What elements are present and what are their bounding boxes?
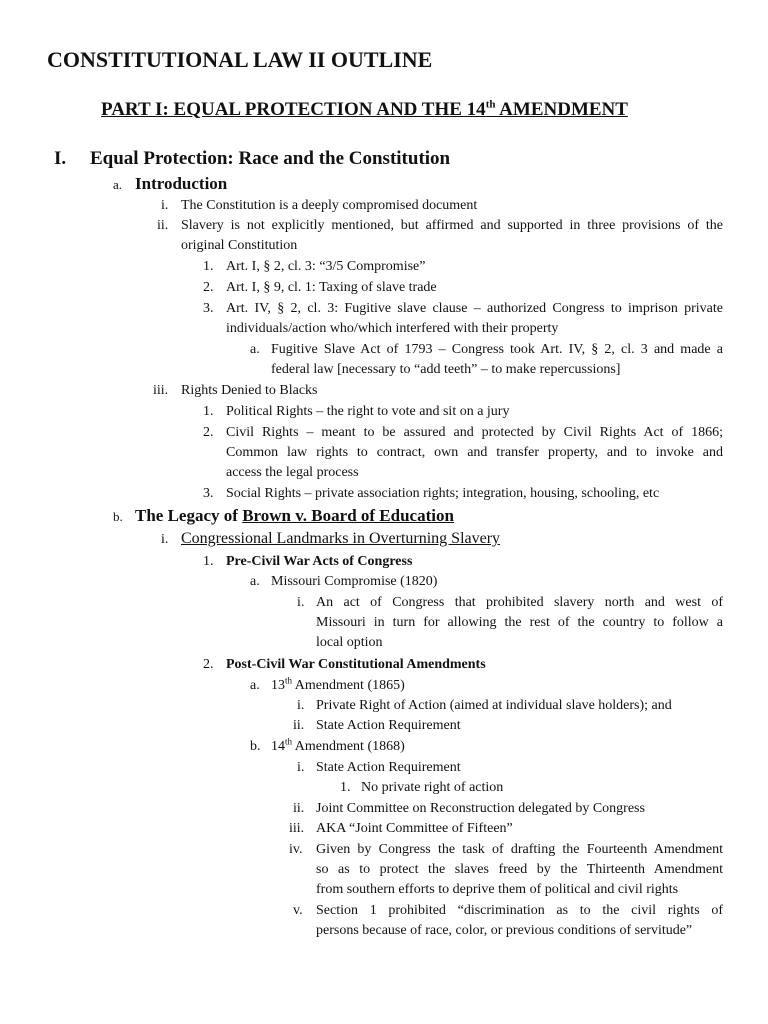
part-heading-prefix: PART I: EQUAL PROTECTION AND THE 14: [101, 99, 486, 120]
list-item-text: An act of Congress that prohibited slavery north and west of: [316, 595, 723, 610]
part-heading-suffix: AMENDMENT: [495, 99, 628, 120]
list-item-text: Missouri Compromise (1820): [271, 574, 438, 589]
subsection-a-title: Introduction: [135, 174, 228, 193]
list-item-text: Rights Denied to Blacks: [181, 383, 318, 398]
list-item-text: individuals/action who/which interfered with their property: [226, 321, 559, 336]
list-number: ii.: [157, 218, 169, 233]
list-item-text: No private right of action: [361, 780, 504, 795]
list-number: ii.: [293, 718, 305, 733]
list-item-text: local option: [316, 635, 383, 650]
list-item-text: Social Rights – private association rights; integration, housing, schooling, etc: [226, 486, 660, 501]
case-name-brown: Brown v. Board of Education: [242, 506, 454, 525]
list-number: 1.: [203, 554, 214, 569]
list-number: 2.: [203, 657, 214, 672]
list-item-text: so as to protect the slaves freed by the Thirteenth Amendment: [316, 862, 723, 877]
list-number: i.: [297, 698, 305, 713]
document-title: CONSTITUTIONAL LAW II OUTLINE: [47, 47, 433, 72]
subsection-b-title-prefix: The Legacy of: [135, 506, 243, 525]
list-item-text: Joint Committee on Reconstruction delegated by Congress: [316, 801, 645, 816]
amendment-label: Amendment (1865): [292, 678, 405, 693]
list-number: a.: [250, 574, 260, 589]
list-item-text: Art. IV, § 2, cl. 3: Fugitive slave clause – authorized Congress to imprison private: [226, 301, 723, 316]
ordinal-suffix: th: [285, 736, 293, 747]
list-item-text: Pre-Civil War Acts of Congress: [226, 554, 413, 569]
list-item-text: AKA “Joint Committee of Fifteen”: [316, 821, 513, 836]
list-item-text: [271, 737, 405, 757]
subsection-a-letter: a.: [113, 177, 123, 192]
list-number: i.: [297, 760, 305, 775]
list-item-text: from southern efforts to deprive them of political and civil rights: [316, 882, 679, 897]
amendment-number: 13: [271, 678, 285, 693]
section-number: I.: [54, 148, 67, 169]
amendment-number: 14: [271, 739, 285, 754]
list-item-text: persons because of race, color, or previous conditions of servitude”: [316, 923, 693, 938]
list-item-text: Private Right of Action (aimed at individual slave holders); and: [316, 698, 672, 713]
list-number: 3.: [203, 486, 214, 501]
list-item-text: State Action Requirement: [316, 718, 461, 733]
section-title: Equal Protection: Race and the Constitution: [90, 148, 451, 169]
list-item-text: Post-Civil War Constitutional Amendments: [226, 657, 486, 672]
list-number: ii.: [293, 801, 305, 816]
list-item-text: Civil Rights – meant to be assured and protected by Civil Rights Act of 1866;: [226, 425, 723, 440]
list-item-text: Fugitive Slave Act of 1793 – Congress took Art. IV, § 2, cl. 3 and made a: [271, 342, 723, 357]
list-number: iv.: [289, 842, 303, 857]
list-item-text: Art. I, § 2, cl. 3: “3/5 Compromise”: [226, 259, 426, 274]
list-item-text: Political Rights – the right to vote and sit on a jury: [226, 404, 510, 419]
list-number: b.: [250, 739, 261, 754]
list-number: a.: [250, 678, 260, 693]
list-item-text: federal law [necessary to “add teeth” – to make repercussions]: [271, 362, 621, 377]
list-item-text: Missouri in turn for allowing the rest of the country to follow a: [316, 615, 723, 630]
list-item-text: Common law rights to contract, own and transfer property, and to invoke and: [226, 445, 723, 460]
list-item-text: Art. I, § 9, cl. 1: Taxing of slave trade: [226, 280, 437, 295]
list-number: i.: [161, 532, 169, 547]
list-item-text: The Constitution is a deeply compromised document: [181, 198, 478, 213]
list-number: iii.: [153, 383, 169, 398]
amendment-label: Amendment (1868): [292, 739, 405, 754]
part-heading-sup: th: [485, 98, 496, 111]
part-heading: [101, 97, 628, 123]
list-item-text: Section 1 prohibited “discrimination as to the civil rights of: [316, 903, 723, 918]
subsection-b-letter: b.: [113, 509, 123, 524]
list-item-text: Given by Congress the task of drafting the Fourteenth Amendment: [316, 842, 723, 857]
list-number: 1.: [340, 780, 351, 795]
list-number: 1.: [203, 404, 214, 419]
ordinal-suffix: th: [285, 675, 293, 686]
list-number: a.: [250, 342, 260, 357]
list-number: 2.: [203, 280, 214, 295]
list-number: iii.: [289, 821, 305, 836]
list-number: 3.: [203, 301, 214, 316]
list-number: 1.: [203, 259, 214, 274]
list-item-text: State Action Requirement: [316, 760, 461, 775]
list-item-text: Slavery is not explicitly mentioned, but affirmed and supported in three provisions of the: [181, 218, 723, 233]
list-number: 2.: [203, 425, 214, 440]
list-number: v.: [293, 903, 303, 918]
list-number: i.: [297, 595, 305, 610]
subsection-b-title: [135, 505, 454, 527]
list-item-text: access the legal process: [226, 465, 359, 480]
list-item-text: [271, 676, 405, 696]
list-number: i.: [161, 198, 169, 213]
list-item-text: original Constitution: [181, 238, 298, 253]
subheading-landmarks: Congressional Landmarks in Overturning Slavery: [181, 530, 501, 547]
